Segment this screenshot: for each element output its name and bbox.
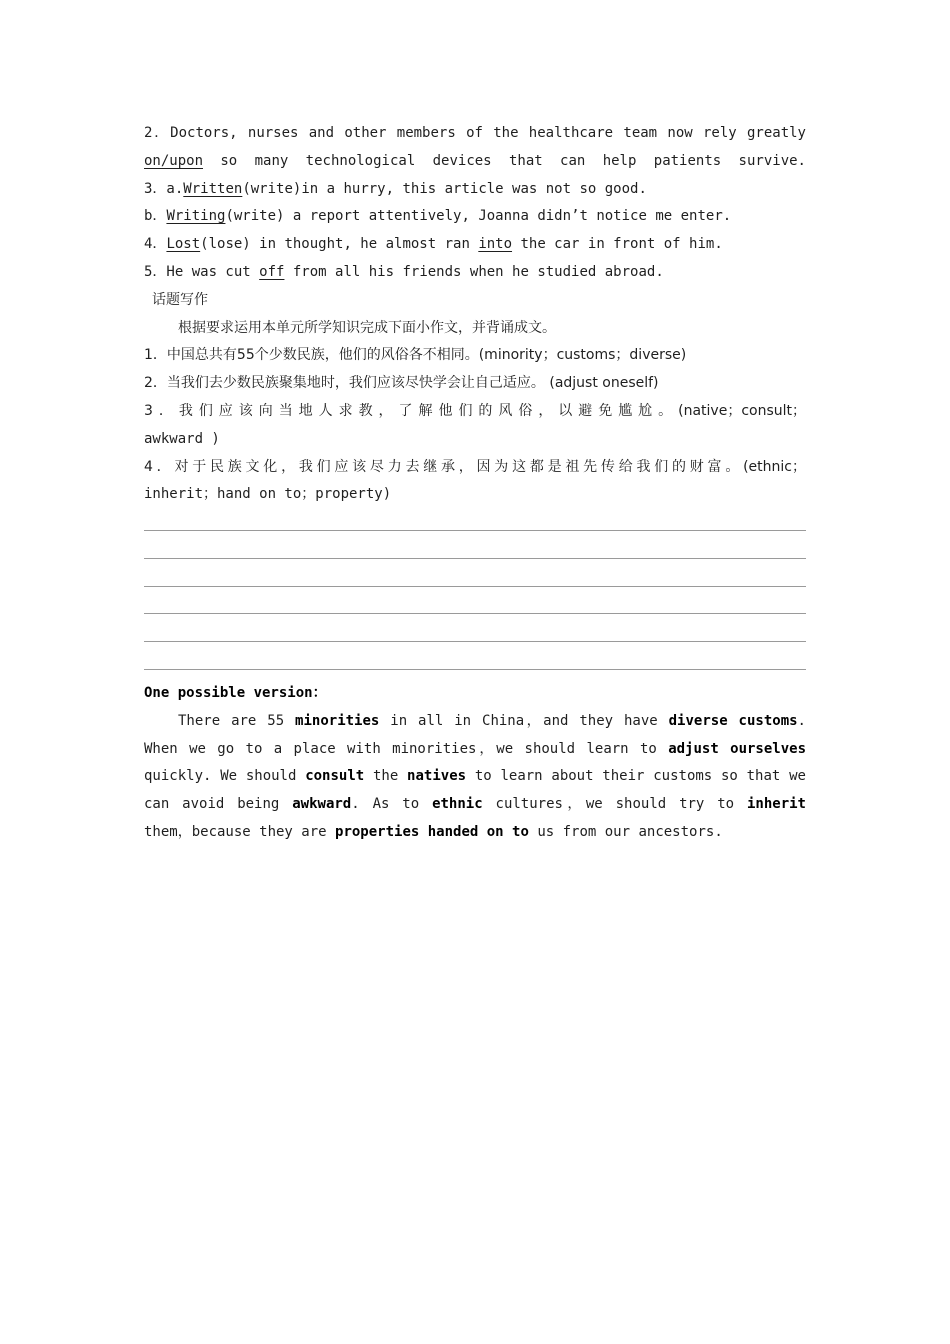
exercise-5: 5．He was cut off from all his friends when he studied abroad. xyxy=(144,263,664,280)
writing-prompt-2: 2．当我们去少数民族聚集地时，我们应该尽快学会让自己适应。 (adjust oneself) xyxy=(144,375,659,392)
keyword: properties handed on to xyxy=(335,823,529,840)
keyword: minorities xyxy=(295,712,380,729)
version-line-5: them，because they are properties handed on to us from our ancestors. xyxy=(144,823,723,840)
exercise-3a: 3．a.Written(write)in a hurry, this article was not so good. xyxy=(144,180,647,197)
answer-line xyxy=(144,648,806,676)
answer-line xyxy=(144,509,806,537)
writing-prompt-3-line-1: 3．我们应该向当地人求教，了解他们的风俗，以避免尴尬。(native；consult； xyxy=(144,402,806,419)
keyword: consult xyxy=(305,768,365,785)
keyword: adjust ourselves xyxy=(668,740,806,757)
writing-prompt-3-line-2: awkward ) xyxy=(144,430,220,447)
exercise-2-line-2: on/upon so many technological devices that can help patients survive. xyxy=(144,152,806,169)
answer-line xyxy=(144,537,806,565)
answer-line xyxy=(144,620,806,648)
answer-blank: on/upon xyxy=(144,152,204,169)
answer-blank: into xyxy=(478,236,513,253)
version-line-3: quickly. We should consult the natives to learn about their customs so that we xyxy=(144,768,806,785)
exercise-4: 4．Lost(lose) in thought, he almost ran into the car in front of him. xyxy=(144,236,723,253)
answer-line xyxy=(144,593,806,621)
answer-blank: off xyxy=(259,263,285,280)
answer-blank: Writing xyxy=(166,208,226,225)
section-heading: 话题写作 xyxy=(152,291,208,308)
writing-prompt-4-line-1: 4．对于民族文化，我们应该尽力去继承，因为这都是祖先传给我们的财富。(ethnic； xyxy=(144,458,806,475)
writing-instruction: 根据要求运用本单元所学知识完成下面小作文，并背诵成文。 xyxy=(178,319,556,336)
keyword: natives xyxy=(407,768,467,785)
keyword: ethnic xyxy=(432,796,483,813)
answer-line xyxy=(144,565,806,593)
keyword: awkward xyxy=(292,796,352,813)
version-heading: One possible version： xyxy=(144,684,327,701)
version-line-1: There are 55 minorities in all in China，and they have diverse customs. xyxy=(178,712,806,729)
document-page xyxy=(144,120,806,847)
exercise-2-line-1: 2．Doctors, nurses and other members of the healthcare team now rely greatly xyxy=(144,125,806,141)
writing-prompt-4-line-2: inherit；hand on to；property) xyxy=(144,486,392,503)
exercise-3b: b．Writing(write) a report attentively, Joanna didn’t notice me enter. xyxy=(144,208,732,225)
answer-blank: Lost xyxy=(166,236,201,253)
keyword: diverse customs xyxy=(668,712,798,729)
writing-prompt-1: 1．中国总共有55个少数民族，他们的风俗各不相同。(minority；customs；diverse) xyxy=(144,347,687,364)
version-line-4: can avoid being awkward. As to ethnic cultures，we should try to inherit xyxy=(144,796,806,813)
version-line-2: When we go to a place with minorities，we should learn to adjust ourselves xyxy=(144,740,806,757)
answer-blank: Written xyxy=(183,180,243,197)
keyword: inherit xyxy=(746,796,806,813)
